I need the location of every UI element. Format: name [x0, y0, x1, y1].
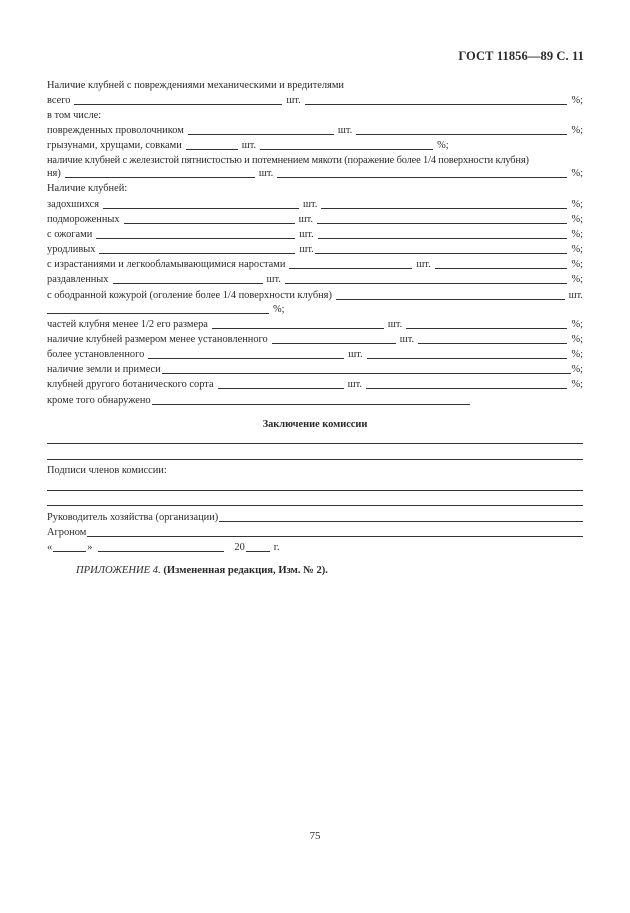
row-bolee: более установленного шт. %;	[47, 349, 583, 360]
field-gryzuny-pct[interactable]	[260, 149, 433, 150]
conclusion-title: Заключение комиссии	[262, 419, 368, 430]
field-zadokh-pct[interactable]	[321, 208, 567, 209]
field-ozhog-sht[interactable]	[96, 238, 295, 239]
row-ozhog: с ожогами шт. %;	[47, 229, 583, 240]
intro-text: Наличие клубней с повреждениями механическими и вредителями	[47, 80, 344, 91]
row-zhelez: наличие клубней с железистой пятнистостью и потемнением мякоти (поражение более 1/4 поверхности клубня)	[47, 155, 529, 166]
field-head[interactable]	[219, 521, 583, 522]
field-ozhog-pct[interactable]	[318, 238, 568, 239]
row-podmor: подмороженных шт. %;	[47, 214, 583, 225]
field-urodl-pct[interactable]	[315, 253, 568, 254]
row-razdavl: раздавленных шт. %;	[47, 274, 583, 285]
field-gryzuny-sht[interactable]	[186, 149, 238, 150]
field-obodr-sht[interactable]	[336, 299, 565, 300]
note-appendix: ПРИЛОЖЕНИЕ 4.	[76, 565, 161, 576]
row-obodr-cont: %;	[47, 304, 285, 316]
row-intro	[47, 80, 344, 92]
row-obodr: с ободранной кожурой (оголение более 1/4 поверхности клубня) шт.	[47, 290, 583, 301]
row-nalichie: Наличие клубней:	[47, 183, 128, 194]
field-provol-pct[interactable]	[356, 134, 567, 135]
field-chastey-sht[interactable]	[212, 328, 384, 329]
field-provol-sht[interactable]	[188, 134, 334, 135]
row-agronom: Агроном	[47, 527, 583, 539]
field-urodl-sht[interactable]	[99, 253, 295, 254]
page-header: ГОСТ 11856—89 С. 11	[458, 49, 584, 63]
field-day[interactable]	[53, 551, 86, 552]
row-urodl: уродливых шт. %;	[47, 244, 583, 255]
field-razdavl-sht[interactable]	[113, 283, 263, 284]
row-vsego: всего шт. %;	[47, 95, 583, 106]
note-amendment: (Измененная редакция, Изм. № 2).	[163, 565, 328, 576]
amendment-note	[76, 565, 328, 576]
field-drugogo-pct[interactable]	[366, 388, 568, 389]
field-izrast-pct[interactable]	[435, 268, 568, 269]
row-gryzuny: грызунами, хрущами, совками шт. %;	[47, 140, 449, 151]
field-krome[interactable]	[152, 404, 470, 405]
field-chastey-pct[interactable]	[406, 328, 567, 329]
field-podmor-pct[interactable]	[317, 223, 567, 224]
field-month[interactable]	[98, 551, 224, 552]
row-razmer: наличие клубней размером менее установленного шт. %;	[47, 334, 583, 345]
field-vsego-sht[interactable]	[74, 104, 282, 105]
row-izrast: с израстаниями и легкообламывающимися наростами шт. %;	[47, 259, 583, 270]
field-obodr-pct[interactable]	[47, 313, 269, 314]
page-number: 75	[309, 830, 321, 842]
field-izrast-sht[interactable]	[289, 268, 412, 269]
row-head: Руководитель хозяйства (организации)	[47, 512, 583, 524]
field-razmer-pct[interactable]	[418, 343, 567, 344]
field-bolee-pct[interactable]	[367, 358, 568, 359]
row-drugogo: клубней другого ботанического сорта шт. %;	[47, 379, 583, 390]
row-krome: кроме того обнаружено	[47, 395, 474, 407]
row-date: « » 20 г.	[47, 542, 280, 553]
row-v-tom-chisle: в том числе:	[47, 110, 102, 121]
signature-line-1[interactable]	[47, 490, 583, 491]
row-zadokh: задохшихся шт. %;	[47, 199, 583, 210]
field-zhelez-sht[interactable]	[65, 177, 255, 178]
field-bolee-sht[interactable]	[148, 358, 344, 359]
field-vsego-pct[interactable]	[305, 104, 568, 105]
row-zemli: наличие земли и примеси %;	[47, 364, 583, 375]
field-razmer-sht[interactable]	[272, 343, 396, 344]
row-signatures: Подписи членов комиссии:	[47, 465, 167, 476]
field-agronom[interactable]	[87, 536, 583, 537]
field-zemli-pct[interactable]	[162, 373, 572, 374]
field-zadokh-sht[interactable]	[103, 208, 299, 209]
field-zhelez-pct[interactable]	[277, 177, 567, 178]
conclusion-line-1[interactable]	[47, 443, 583, 444]
conclusion-line-2[interactable]	[47, 459, 583, 460]
field-razdavl-pct[interactable]	[285, 283, 568, 284]
row-zhelez-cont: ня) шт. %;	[47, 168, 583, 179]
row-provol: поврежденных проволочником шт. %;	[47, 125, 583, 136]
row-chastey: частей клубня менее 1/2 его размера шт. %;	[47, 319, 583, 330]
signature-line-2[interactable]	[47, 505, 583, 506]
field-drugogo-sht[interactable]	[218, 388, 344, 389]
field-year[interactable]	[246, 551, 270, 552]
field-podmor-sht[interactable]	[124, 223, 295, 224]
